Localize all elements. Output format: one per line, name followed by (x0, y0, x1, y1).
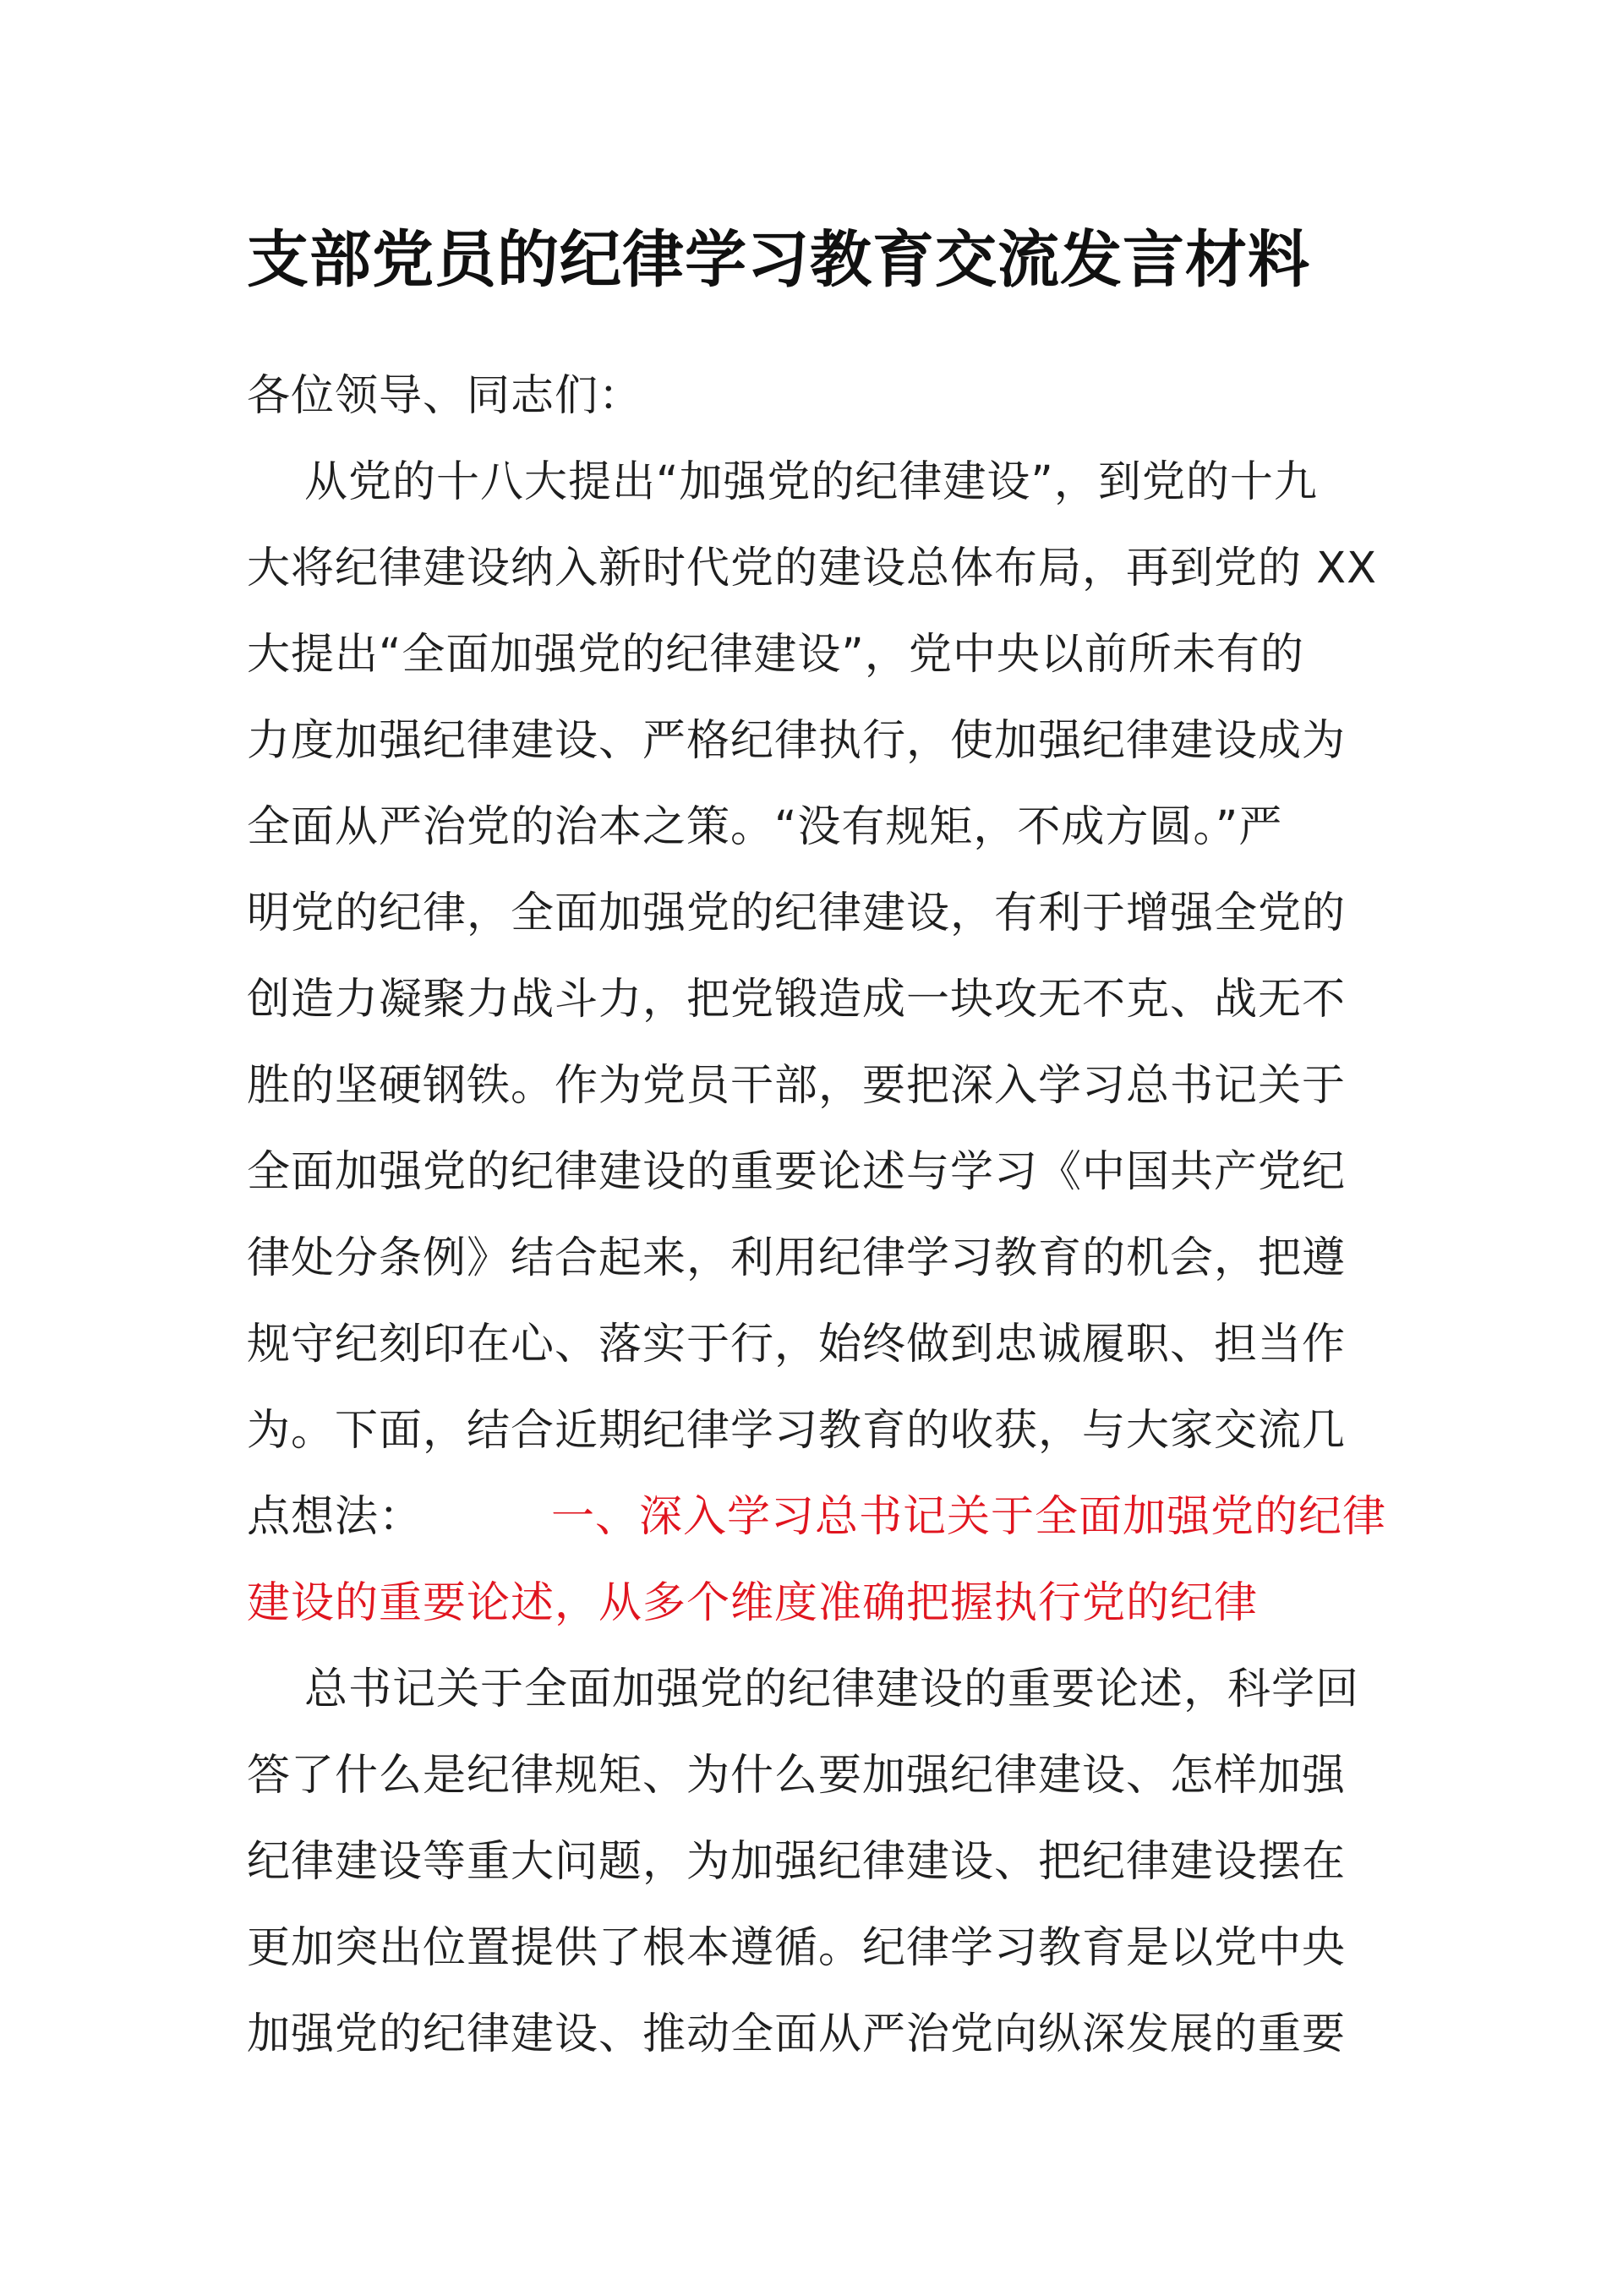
paragraph-line: 加强党的纪律建设、推动全面从严治党向纵深发展的重要 (247, 2009, 1347, 2059)
paragraph-line: 律处分条例》结合起来，利用纪律学习教育的机会，把遵 (247, 1233, 1347, 1283)
paragraph-line: 答了什么是纪律规矩、为什么要加强纪律建设、怎样加强 (247, 1751, 1347, 1801)
paragraph-line-with-heading (247, 1474, 1387, 1561)
section-heading-1-continued: 建设的重要论述，从多个维度准确把握执行党的纪律 (247, 1578, 1259, 1628)
paragraph-line: 规守纪刻印在心、落实于行，始终做到忠诚履职、担当作 (247, 1320, 1347, 1369)
paragraph-line: 为。下面，结合近期纪律学习教育的收获，与大家交流几 (247, 1406, 1347, 1456)
paragraph-line: 大提出“全面加强党的纪律建设”，党中央以前所未有的 (247, 630, 1304, 680)
paragraph-line: 从党的十八大提出“加强党的纪律建设”，到党的十九 (304, 457, 1318, 507)
salutation: 各位领导、同志们： (247, 371, 643, 421)
paragraph-line: 胜的坚硬钢铁。作为党员干部，要把深入学习总书记关于 (247, 1061, 1347, 1111)
paragraph-line: 大将纪律建设纳入新时代党的建设总体布局，再到党的 XX (247, 544, 1378, 593)
paragraph-line: 更加突出位置提供了根本遵循。纪律学习教育是以党中央 (247, 1923, 1347, 1973)
paragraph-line: 力度加强纪律建设、严格纪律执行，使加强纪律建设成为 (247, 716, 1347, 766)
paragraph-line: 纪律建设等重大问题，为加强纪律建设、把纪律建设摆在 (247, 1837, 1347, 1887)
paragraph-line: 明党的纪律，全面加强党的纪律建设，有利于增强全党的 (247, 888, 1347, 938)
paragraph-end-text: 点想法： (247, 1492, 424, 1542)
section-heading-1: 一、深入学习总书记关于全面加强党的纪律 (551, 1492, 1387, 1542)
document-body (247, 353, 1387, 2078)
paragraph-line: 总书记关于全面加强党的纪律建设的重要论述，科学回 (304, 1665, 1360, 1714)
document-title: 支部党员的纪律学习教育交流发言材料 (247, 224, 1310, 296)
paragraph-line: 创造力凝聚力战斗力，把党锻造成一块攻无不克、战无不 (247, 975, 1347, 1025)
paragraph-line: 全面从严治党的治本之策。“没有规矩，不成方圆。”严 (247, 802, 1283, 852)
paragraph-line: 全面加强党的纪律建设的重要论述与学习《中国共产党纪 (247, 1147, 1347, 1197)
